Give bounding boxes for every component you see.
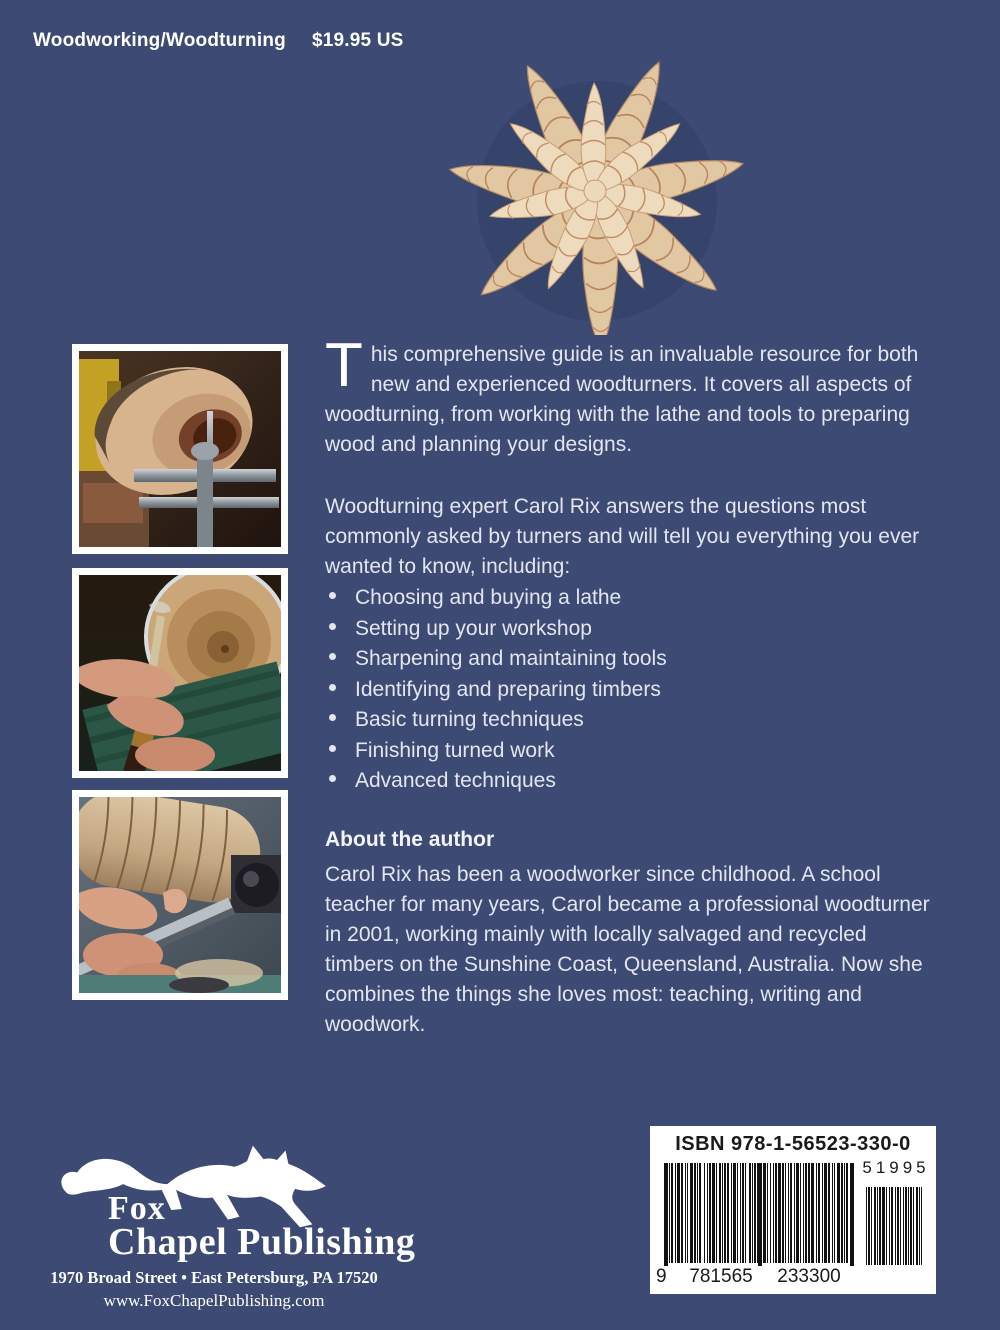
list-item-label: Identifying and preparing timbers [355, 677, 661, 701]
list-item-label: Advanced techniques [355, 769, 556, 792]
list-item-label: Setting up your workshop [355, 616, 592, 640]
category-price-line [33, 30, 404, 52]
bullet-icon [329, 592, 336, 599]
intro-paragraph [325, 331, 939, 460]
photo-bowl-illustration [79, 575, 281, 771]
topics-list [325, 586, 939, 800]
isbn-label: ISBN 978-1-56523-330-0 [675, 1133, 911, 1155]
about-author-paragraph: Carol Rix has been a woodworker since childhood. A school teacher for many years, Carol became a professional woodturner in 2001, working mainly with locally salvaged and recycled timbers on the Sunshine Coast, Queensland, Australia. Now she combines the things she loves most: teaching, writing and woodwork. [325, 863, 930, 1036]
list-item-label: Choosing and buying a lathe [355, 586, 622, 609]
category-label: Woodworking/Woodturning [33, 30, 286, 51]
bullet-icon [329, 745, 336, 752]
price-label: $19.95 US [311, 30, 404, 51]
photo-grooved-spindle [72, 790, 288, 1000]
questions-paragraph: Woodturning expert Carol Rix answers the questions most commonly asked by turners and will tell you everything you ever wanted to know, including: [325, 495, 920, 578]
list-item [325, 739, 939, 770]
dropcap: T [325, 331, 363, 400]
publisher-address: 1970 Broad Street • East Petersburg, PA 17520 [50, 1268, 378, 1287]
bullet-icon [329, 714, 336, 721]
list-item [325, 586, 939, 617]
ean-digit-group: 9 [656, 1266, 667, 1287]
bullet-icon [329, 623, 336, 630]
list-item-label: Basic turning techniques [355, 708, 584, 731]
list-item-label: Sharpening and maintaining tools [355, 647, 667, 670]
list-item [325, 617, 939, 648]
publisher-website: www.FoxChapelPublishing.com [103, 1291, 325, 1310]
ean-digit-group: 781565 [689, 1266, 753, 1287]
list-item [325, 769, 939, 800]
ean-digit-group: 233300 [777, 1266, 841, 1287]
price-supplement-digits: 51995 [862, 1158, 930, 1177]
photo-vessel-illustration [79, 351, 281, 547]
bullet-icon [329, 653, 336, 660]
list-item-label: Finishing turned work [355, 738, 555, 762]
wooden-starfish-image [435, 55, 765, 335]
isbn-barcode-box [650, 1126, 936, 1294]
ean-digits [656, 1266, 866, 1288]
bullet-icon [329, 684, 336, 691]
publisher-logo-block [46, 1138, 416, 1310]
list-item [325, 678, 939, 709]
photo-vessel-on-lathe [72, 344, 288, 554]
publisher-name-line1: Fox [108, 1190, 166, 1227]
bullet-icon [329, 775, 336, 782]
list-item [325, 708, 939, 739]
about-author-heading: About the author [325, 828, 495, 851]
photo-detailing-bowl [72, 568, 288, 778]
photo-spindle-illustration [79, 797, 281, 993]
list-item [325, 647, 939, 678]
intro-text: his comprehensive guide is an invaluable resource for both new and experienced woodturners. It covers all aspects of woodturning, from working with the lathe and tools to preparing wood and planning your designs. [325, 343, 919, 456]
publisher-name-line2: Chapel Publishing [108, 1221, 416, 1263]
